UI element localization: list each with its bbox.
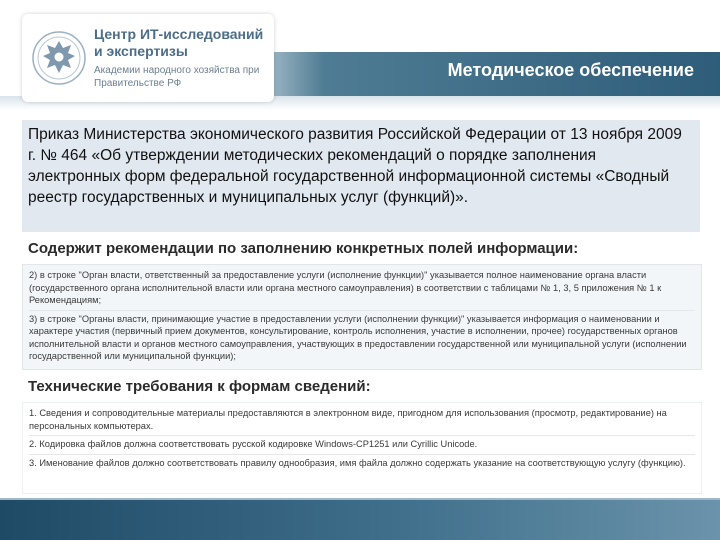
recommendations-heading: Содержит рекомендации по заполнению конкретных полей информации: xyxy=(28,240,579,257)
logo-org-name: Центр ИТ-исследований и экспертизы xyxy=(94,26,264,59)
requirement-item: 3. Именование файлов должно соответствовать правилу однообразия, имя файла должно содержать указание на соответствующую услугу (функцию). xyxy=(29,457,686,468)
footer-bar xyxy=(0,500,720,540)
recommendation-item: 3) в строке "Органы власти, принимающие участие в предоставлении услуги (исполнении функции)" указывается информация о наименовании и характере участия (первичный прием документов, консультирование, контроль исполнения, участие в исполнении, прочее) государственных органов исполнительной власти и органов местного самоуправления, участвующих в предоставлении государственной или муниципальной услуги (исполнении государственной или муниципальной функции); xyxy=(29,313,687,361)
eagle-emblem-icon xyxy=(30,28,88,88)
requirements-excerpt xyxy=(22,402,702,494)
requirements-heading: Технические требования к формам сведений: xyxy=(28,378,371,395)
requirement-item: 1. Сведения и сопроводительные материалы предоставляются в электронном виде, пригодном для использования (просмотр, редактирование) на персональных компьютерах. xyxy=(29,405,695,436)
logo xyxy=(22,14,274,102)
recommendations-excerpt xyxy=(22,264,702,370)
logo-org-subtitle: Академии народного хозяйства при Правительстве РФ xyxy=(94,65,260,89)
page-title: Методическое обеспечение xyxy=(447,60,694,80)
order-text: Приказ Министерства экономического развития Российской Федерации от 13 ноября 2009 г. № 464 «Об утверждении методических рекомендаций о порядке заполнения электронных форм федеральной государственной информационной системы «Сводный реестр государственных и муниципальных услуг (функций)». xyxy=(28,126,682,206)
recommendation-item: 2) в строке "Орган власти, ответственный за предоставление услуги (исполнение функции)" указывается полное наименование органа власти (государственного органа исполнительной власти или органа местного самоуправления) в соответствии с таблицами № 1, 3, 5 приложения № 1 к Рекомендациям; xyxy=(29,267,695,311)
requirement-item: 2. Кодировка файлов должна соответствовать русской кодировке Windows-CP1251 или Cyrillic Unicode. xyxy=(29,436,695,455)
